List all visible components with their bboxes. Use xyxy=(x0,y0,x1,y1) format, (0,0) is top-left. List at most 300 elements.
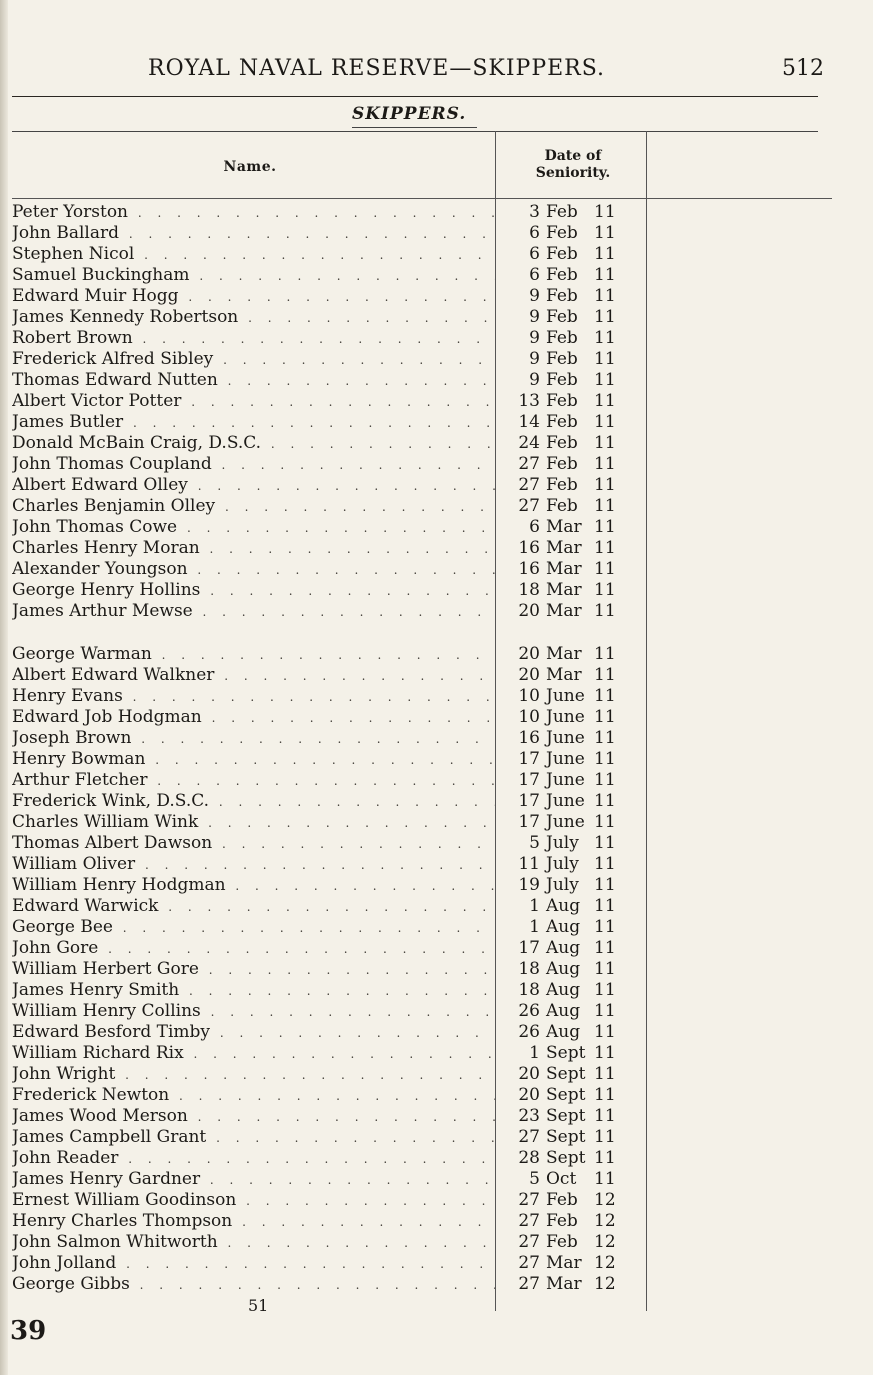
seniority-month: Mar xyxy=(546,601,582,621)
skipper-name-cell xyxy=(12,1022,495,1042)
list-item xyxy=(0,832,873,853)
seniority-date xyxy=(510,938,630,958)
seniority-day: 11 xyxy=(518,854,540,874)
seniority-year: 11 xyxy=(594,328,616,348)
list-item xyxy=(0,516,873,537)
seniority-year: 11 xyxy=(594,1169,616,1189)
seniority-month: Feb xyxy=(546,202,578,222)
seniority-day: 1 xyxy=(529,917,540,937)
seniority-month: Mar xyxy=(546,559,582,579)
skipper-name: William Richard Rix xyxy=(12,1043,184,1063)
skipper-name: Charles Benjamin Olley xyxy=(12,496,216,516)
list-item xyxy=(0,895,873,916)
seniority-month: Feb xyxy=(546,349,578,369)
seniority-year: 11 xyxy=(594,1001,616,1021)
skipper-name: James Henry Gardner xyxy=(12,1169,201,1189)
list-item xyxy=(0,579,873,600)
header-rule xyxy=(12,96,818,97)
seniority-day: 9 xyxy=(529,286,540,306)
skipper-name-cell xyxy=(12,1001,495,1021)
seniority-month: Feb xyxy=(546,307,578,327)
skipper-name: James Wood Merson xyxy=(12,1106,188,1126)
skipper-name: Henry Charles Thompson xyxy=(12,1211,233,1231)
seniority-month: June xyxy=(546,791,585,811)
seniority-date xyxy=(510,538,630,558)
list-item xyxy=(0,243,873,264)
skipper-name-cell xyxy=(12,812,495,832)
skipper-name: Edward Besford Timby xyxy=(12,1022,210,1042)
skipper-name: Frederick Newton xyxy=(12,1085,170,1105)
list-item xyxy=(0,664,873,685)
seniority-year: 11 xyxy=(594,980,616,1000)
seniority-year: 11 xyxy=(594,1064,616,1084)
skipper-name: Robert Brown xyxy=(12,328,133,348)
skipper-name-cell xyxy=(12,833,495,853)
skipper-name-cell xyxy=(12,1211,495,1231)
seniority-year: 11 xyxy=(594,833,616,853)
skipper-name-cell xyxy=(12,454,495,474)
list-item xyxy=(0,306,873,327)
skipper-name: James Henry Smith xyxy=(12,980,180,1000)
list-item xyxy=(0,1231,873,1252)
skipper-name-cell xyxy=(12,896,495,916)
skipper-name: Albert Edward Olley xyxy=(12,475,188,495)
seniority-day: 27 xyxy=(518,454,540,474)
seniority-month: Mar xyxy=(546,517,582,537)
seniority-month: Aug xyxy=(546,1001,581,1021)
seniority-date xyxy=(510,202,630,222)
seniority-day: 13 xyxy=(518,391,540,411)
seniority-day: 24 xyxy=(518,433,540,453)
list-item xyxy=(0,853,873,874)
list-item xyxy=(0,958,873,979)
seniority-date xyxy=(510,265,630,285)
seniority-date xyxy=(510,370,630,390)
seniority-date xyxy=(510,559,630,579)
seniority-month: July xyxy=(546,854,579,874)
seniority-date xyxy=(510,454,630,474)
seniority-month: June xyxy=(546,686,585,706)
list-item xyxy=(0,979,873,1000)
footer-note: 51 xyxy=(248,1296,269,1315)
seniority-year: 11 xyxy=(594,601,616,621)
seniority-year: 11 xyxy=(594,707,616,727)
seniority-date xyxy=(510,686,630,706)
list-item xyxy=(0,474,873,495)
seniority-year: 11 xyxy=(594,686,616,706)
seniority-day: 18 xyxy=(518,980,540,1000)
seniority-day: 9 xyxy=(529,370,540,390)
table-top-rule xyxy=(12,131,818,132)
seniority-month: Sept xyxy=(546,1148,586,1168)
skipper-name: James Campbell Grant xyxy=(12,1127,207,1147)
skipper-name: James Kennedy Robertson xyxy=(12,307,239,327)
seniority-day: 6 xyxy=(529,265,540,285)
seniority-date xyxy=(510,959,630,979)
skipper-name: Edward Muir Hogg xyxy=(12,286,179,306)
seniority-date xyxy=(510,749,630,769)
skipper-name: Frederick Alfred Sibley xyxy=(12,349,214,369)
seniority-month: Feb xyxy=(546,223,578,243)
skipper-name-cell xyxy=(12,749,495,769)
seniority-year: 11 xyxy=(594,265,616,285)
seniority-year: 11 xyxy=(594,1043,616,1063)
seniority-day: 27 xyxy=(518,1232,540,1252)
skipper-name: Albert Victor Potter xyxy=(12,391,182,411)
skipper-name: Alexander Youngson xyxy=(12,559,188,579)
seniority-day: 16 xyxy=(518,559,540,579)
seniority-month: Sept xyxy=(546,1085,586,1105)
seniority-date xyxy=(510,1022,630,1042)
skipper-name: Albert Edward Walkner xyxy=(12,665,215,685)
page-title: ROYAL NAVAL RESERVE—SKIPPERS. xyxy=(148,56,606,81)
seniority-year: 11 xyxy=(594,559,616,579)
seniority-month: Feb xyxy=(546,475,578,495)
seniority-day: 1 xyxy=(529,1043,540,1063)
seniority-year: 11 xyxy=(594,454,616,474)
seniority-month: Feb xyxy=(546,265,578,285)
list-item xyxy=(0,1105,873,1126)
seniority-day: 16 xyxy=(518,728,540,748)
list-item xyxy=(0,264,873,285)
seniority-year: 12 xyxy=(594,1232,616,1252)
skipper-name-cell xyxy=(12,938,495,958)
skipper-name-cell xyxy=(12,370,495,390)
skipper-name: John Reader xyxy=(12,1148,119,1168)
list-item xyxy=(0,1000,873,1021)
seniority-date xyxy=(510,791,630,811)
seniority-year: 12 xyxy=(594,1274,616,1294)
seniority-month: June xyxy=(546,707,585,727)
seniority-month: Sept xyxy=(546,1043,586,1063)
seniority-day: 5 xyxy=(529,833,540,853)
seniority-date xyxy=(510,665,630,685)
skipper-name: Frederick Wink, D.S.C. xyxy=(12,791,210,811)
seniority-month: Feb xyxy=(546,1232,578,1252)
seniority-day: 20 xyxy=(518,1085,540,1105)
seniority-month: Aug xyxy=(546,1022,581,1042)
seniority-date xyxy=(510,1211,630,1231)
list-item xyxy=(0,727,873,748)
seniority-day: 6 xyxy=(529,517,540,537)
seniority-year: 11 xyxy=(594,412,616,432)
seniority-day: 27 xyxy=(518,1190,540,1210)
skipper-name-cell xyxy=(12,665,495,685)
seniority-month: Feb xyxy=(546,244,578,264)
skipper-name: Peter Yorston xyxy=(12,202,129,222)
skipper-name: William Henry Collins xyxy=(12,1001,201,1021)
skipper-name-cell xyxy=(12,959,495,979)
seniority-date xyxy=(510,1064,630,1084)
skipper-name-cell xyxy=(12,1274,495,1294)
seniority-date xyxy=(510,580,630,600)
skipper-name: James Butler xyxy=(12,412,124,432)
skipper-name: Henry Evans xyxy=(12,686,123,706)
seniority-day: 17 xyxy=(518,938,540,958)
seniority-year: 11 xyxy=(594,1127,616,1147)
seniority-year: 11 xyxy=(594,644,616,664)
seniority-date xyxy=(510,1127,630,1147)
seniority-year: 11 xyxy=(594,244,616,264)
list-item xyxy=(0,1147,873,1168)
seniority-month: Mar xyxy=(546,1253,582,1273)
list-item xyxy=(0,1126,873,1147)
skipper-name-cell xyxy=(12,1169,495,1189)
skipper-name: James Arthur Mewse xyxy=(12,601,193,621)
skippers-list-group-2 xyxy=(0,643,873,1294)
seniority-day: 9 xyxy=(529,349,540,369)
seniority-day: 26 xyxy=(518,1001,540,1021)
skipper-name: Edward Warwick xyxy=(12,896,159,916)
seniority-month: Mar xyxy=(546,1274,582,1294)
seniority-date xyxy=(510,1043,630,1063)
seniority-year: 11 xyxy=(594,517,616,537)
seniority-year: 11 xyxy=(594,854,616,874)
seniority-year: 11 xyxy=(594,496,616,516)
seniority-date xyxy=(510,412,630,432)
seniority-year: 11 xyxy=(594,1022,616,1042)
seniority-date xyxy=(510,433,630,453)
seniority-day: 16 xyxy=(518,538,540,558)
skipper-name-cell xyxy=(12,496,495,516)
skipper-name: John Wright xyxy=(12,1064,116,1084)
skipper-name-cell xyxy=(12,328,495,348)
seniority-date xyxy=(510,1001,630,1021)
table-header-rule xyxy=(12,198,832,199)
list-item xyxy=(0,790,873,811)
seniority-day: 28 xyxy=(518,1148,540,1168)
seniority-day: 5 xyxy=(529,1169,540,1189)
skipper-name-cell xyxy=(12,1085,495,1105)
skipper-name-cell xyxy=(12,1106,495,1126)
seniority-year: 11 xyxy=(594,665,616,685)
page-number: 512 xyxy=(782,56,824,81)
seniority-day: 17 xyxy=(518,812,540,832)
list-item xyxy=(0,748,873,769)
seniority-month: June xyxy=(546,812,585,832)
seniority-month: Feb xyxy=(546,1211,578,1231)
seniority-month: Mar xyxy=(546,665,582,685)
skipper-name-cell xyxy=(12,475,495,495)
seniority-day: 27 xyxy=(518,1127,540,1147)
seniority-year: 11 xyxy=(594,728,616,748)
list-item xyxy=(0,811,873,832)
seniority-date xyxy=(510,707,630,727)
skipper-name-cell xyxy=(12,1253,495,1273)
seniority-day: 20 xyxy=(518,644,540,664)
seniority-day: 6 xyxy=(529,244,540,264)
seniority-month: Feb xyxy=(546,454,578,474)
skipper-name: Henry Bowman xyxy=(12,749,146,769)
seniority-date xyxy=(510,391,630,411)
seniority-month: Feb xyxy=(546,496,578,516)
seniority-day: 20 xyxy=(518,665,540,685)
skipper-name-cell xyxy=(12,707,495,727)
seniority-month: Feb xyxy=(546,328,578,348)
skipper-name-cell xyxy=(12,686,495,706)
seniority-date xyxy=(510,328,630,348)
seniority-day: 9 xyxy=(529,328,540,348)
seniority-date xyxy=(510,1169,630,1189)
seniority-month: Feb xyxy=(546,286,578,306)
list-item xyxy=(0,916,873,937)
list-item xyxy=(0,706,873,727)
skipper-name: George Henry Hollins xyxy=(12,580,201,600)
seniority-day: 9 xyxy=(529,307,540,327)
seniority-month: Feb xyxy=(546,1190,578,1210)
seniority-date xyxy=(510,1148,630,1168)
skipper-name-cell xyxy=(12,601,495,621)
seniority-month: Feb xyxy=(546,433,578,453)
skipper-name: John Thomas Cowe xyxy=(12,517,178,537)
seniority-year: 11 xyxy=(594,812,616,832)
skipper-name: George Bee xyxy=(12,917,113,937)
list-item xyxy=(0,874,873,895)
seniority-day: 27 xyxy=(518,475,540,495)
seniority-date xyxy=(510,1190,630,1210)
skipper-name-cell xyxy=(12,980,495,1000)
seniority-date xyxy=(510,496,630,516)
list-item xyxy=(0,201,873,222)
seniority-date xyxy=(510,244,630,264)
seniority-day: 14 xyxy=(518,412,540,432)
seniority-date xyxy=(510,917,630,937)
skipper-name: Thomas Edward Nutten xyxy=(12,370,218,390)
seniority-month: Aug xyxy=(546,938,581,958)
skipper-name: Arthur Fletcher xyxy=(12,770,148,790)
seniority-date xyxy=(510,517,630,537)
seniority-date xyxy=(510,854,630,874)
skipper-name-cell xyxy=(12,770,495,790)
seniority-date xyxy=(510,728,630,748)
skipper-name: William Oliver xyxy=(12,854,136,874)
seniority-day: 26 xyxy=(518,1022,540,1042)
column-header-date-line1: Date of xyxy=(544,148,602,164)
seniority-day: 17 xyxy=(518,749,540,769)
seniority-date xyxy=(510,812,630,832)
section-title-underline xyxy=(352,127,477,128)
list-item xyxy=(0,1021,873,1042)
seniority-date xyxy=(510,1274,630,1294)
list-item xyxy=(0,937,873,958)
list-item xyxy=(0,600,873,621)
skipper-name-cell xyxy=(12,917,495,937)
seniority-year: 12 xyxy=(594,1190,616,1210)
seniority-year: 11 xyxy=(594,202,616,222)
seniority-year: 11 xyxy=(594,896,616,916)
seniority-year: 11 xyxy=(594,791,616,811)
column-header-date xyxy=(500,148,646,182)
list-item xyxy=(0,537,873,558)
skipper-name: John Thomas Coupland xyxy=(12,454,212,474)
list-item xyxy=(0,769,873,790)
seniority-year: 12 xyxy=(594,1211,616,1231)
seniority-day: 20 xyxy=(518,1064,540,1084)
section-title: SKIPPERS. xyxy=(352,104,467,124)
seniority-day: 18 xyxy=(518,959,540,979)
seniority-day: 27 xyxy=(518,1211,540,1231)
skipper-name: John Ballard xyxy=(12,223,119,243)
skipper-name: Charles Henry Moran xyxy=(12,538,200,558)
skipper-name-cell xyxy=(12,644,495,664)
skipper-name-cell xyxy=(12,265,495,285)
skipper-name-cell xyxy=(12,412,495,432)
skipper-name-cell xyxy=(12,244,495,264)
seniority-date xyxy=(510,1106,630,1126)
list-item xyxy=(0,348,873,369)
skipper-name: John Salmon Whitworth xyxy=(12,1232,218,1252)
skipper-name-cell xyxy=(12,854,495,874)
seniority-date xyxy=(510,1232,630,1252)
seniority-day: 27 xyxy=(518,1253,540,1273)
seniority-year: 11 xyxy=(594,917,616,937)
skipper-name-cell xyxy=(12,349,495,369)
seniority-day: 23 xyxy=(518,1106,540,1126)
seniority-date xyxy=(510,875,630,895)
skipper-name-cell xyxy=(12,1127,495,1147)
seniority-day: 6 xyxy=(529,223,540,243)
skipper-name-cell xyxy=(12,728,495,748)
skipper-name: William Herbert Gore xyxy=(12,959,199,979)
seniority-month: Aug xyxy=(546,917,581,937)
seniority-month: Feb xyxy=(546,370,578,390)
seniority-year: 11 xyxy=(594,1148,616,1168)
seniority-month: Feb xyxy=(546,412,578,432)
seniority-year: 11 xyxy=(594,475,616,495)
seniority-month: June xyxy=(546,749,585,769)
running-header xyxy=(0,56,873,90)
list-item xyxy=(0,1042,873,1063)
skipper-name-cell xyxy=(12,307,495,327)
list-item xyxy=(0,432,873,453)
seniority-month: Sept xyxy=(546,1064,586,1084)
seniority-month: June xyxy=(546,770,585,790)
seniority-date xyxy=(510,980,630,1000)
skipper-name-cell xyxy=(12,791,495,811)
skipper-name: John Gore xyxy=(12,938,99,958)
seniority-year: 11 xyxy=(594,959,616,979)
seniority-date xyxy=(510,1085,630,1105)
seniority-year: 11 xyxy=(594,223,616,243)
skipper-name: William Henry Hodgman xyxy=(12,875,226,895)
seniority-date xyxy=(510,307,630,327)
seniority-day: 10 xyxy=(518,686,540,706)
skipper-name-cell xyxy=(12,1190,495,1210)
seniority-month: Oct xyxy=(546,1169,577,1189)
skipper-name-cell xyxy=(12,559,495,579)
seniority-month: July xyxy=(546,833,579,853)
seniority-year: 11 xyxy=(594,433,616,453)
skipper-name-cell xyxy=(12,1232,495,1252)
seniority-month: Mar xyxy=(546,538,582,558)
seniority-year: 11 xyxy=(594,370,616,390)
skipper-name: Thomas Albert Dawson xyxy=(12,833,213,853)
seniority-year: 11 xyxy=(594,770,616,790)
seniority-date xyxy=(510,223,630,243)
skipper-name-cell xyxy=(12,433,495,453)
seniority-day: 3 xyxy=(529,202,540,222)
skipper-name-cell xyxy=(12,286,495,306)
seniority-month: Aug xyxy=(546,896,581,916)
seniority-day: 17 xyxy=(518,770,540,790)
skipper-name-cell xyxy=(12,1148,495,1168)
list-item xyxy=(0,369,873,390)
seniority-date xyxy=(510,349,630,369)
seniority-month: Aug xyxy=(546,980,581,1000)
seniority-day: 18 xyxy=(518,580,540,600)
list-item xyxy=(0,453,873,474)
seniority-year: 11 xyxy=(594,1106,616,1126)
